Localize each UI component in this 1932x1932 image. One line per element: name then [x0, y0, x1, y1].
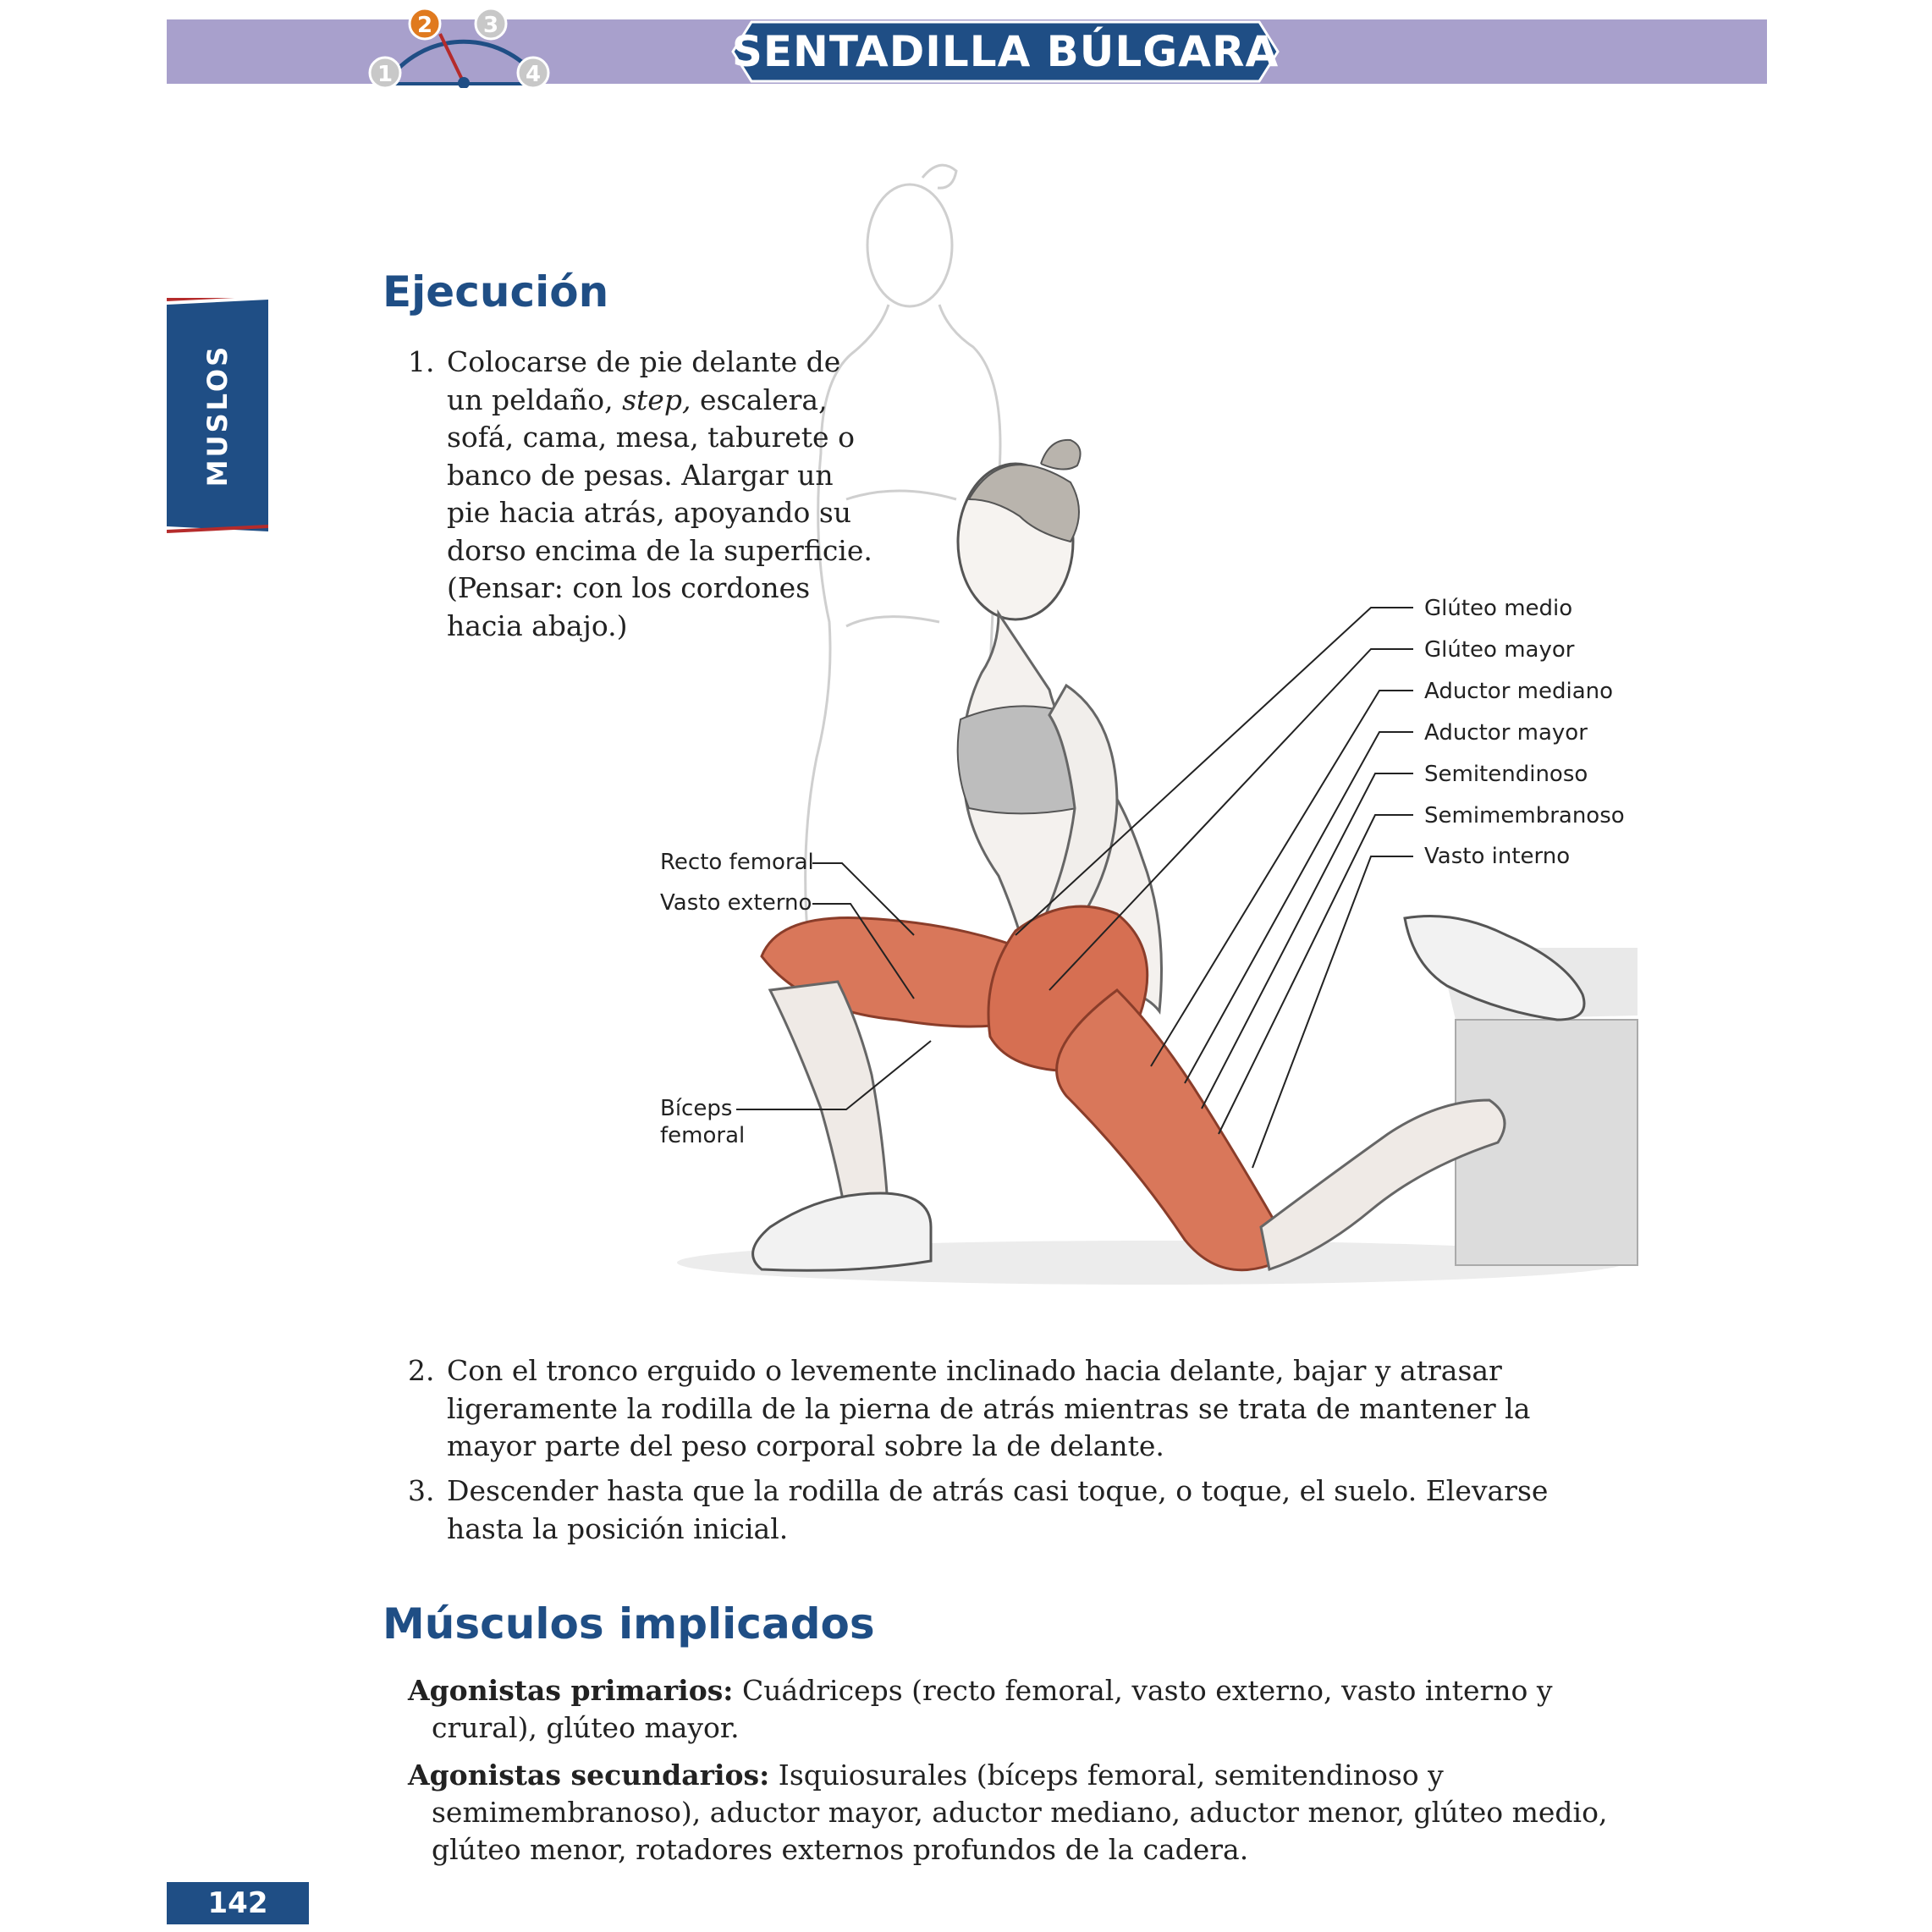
title-banner: [729, 20, 1281, 83]
difficulty-gauge: [362, 3, 565, 88]
label-semimembranoso: Semimembranoso: [1424, 803, 1625, 828]
primary-agonists: Agonistas primarios: Cuádriceps (recto femoral, vasto externo, vasto interno y crural), glúteo mayor.: [408, 1674, 1553, 1744]
back-thigh-muscles: [1057, 990, 1285, 1270]
label-recto-femoral: Recto femoral: [660, 850, 814, 875]
page-number: 142: [167, 1882, 309, 1924]
svg-text:1: 1: [377, 62, 394, 87]
execution-heading: Ejecución: [383, 267, 609, 316]
back-shoe: [1405, 916, 1584, 1021]
label-aductor-mediano: Aductor mediano: [1424, 679, 1614, 704]
svg-text:3: 3: [482, 13, 499, 38]
svg-text:4: 4: [525, 62, 542, 87]
step-2: 2. Con el tronco erguido o levemente inclinado hacia delante, bajar y atrasar ligeramente la rodilla de la pierna de atrás mientras se trata de mantener la mayor parte del peso corporal sobre la de delante.: [408, 1354, 1531, 1462]
label-semitendinoso: Semitendinoso: [1424, 762, 1588, 787]
secondary-agonists: Agonistas secundarios: Isquiosurales (bíceps femoral, semitendinoso y semimembranoso), aductor mayor, aductor mediano, aductor menor, glúteo medio, glúteo menor, rotadores externos profundos de la cadera.: [408, 1759, 1608, 1866]
label-gluteo-mayor: Glúteo mayor: [1424, 637, 1575, 663]
step-3: 3. Descender hasta que la rodilla de atrás casi toque, o toque, el suelo. Elevarse hasta la posición inicial.: [408, 1474, 1549, 1545]
label-vasto-interno: Vasto interno: [1424, 844, 1571, 869]
svg-text:2: 2: [416, 13, 433, 38]
gauge-level-2: [410, 8, 440, 39]
label-gluteo-medio: Glúteo medio: [1424, 596, 1573, 621]
page-title: SENTADILLA BÚLGARA: [731, 27, 1280, 76]
label-biceps-femoral-line1: Bíceps: [660, 1096, 733, 1121]
label-vasto-externo: Vasto externo: [660, 890, 812, 916]
front-shoe: [753, 1193, 931, 1270]
muscles-heading: Músculos implicados: [383, 1599, 875, 1649]
label-aductor-mayor: Aductor mayor: [1424, 720, 1588, 746]
gauge-level-4: [518, 58, 548, 88]
gauge-level-3: [476, 8, 506, 39]
gauge-level-1: [370, 58, 400, 88]
step-1: 1. Colocarse de pie delante de un peldaño, step, escalera, sofá, cama, mesa, taburete o banco de pesas. Alargar un pie hacia atrás, apoyando su dorso encima de la superficie. (Pensar: con los cordones hacia abajo.): [408, 345, 872, 642]
section-tab-label: MUSLOS: [201, 344, 234, 487]
label-biceps-femoral-line2: femoral: [660, 1123, 746, 1148]
